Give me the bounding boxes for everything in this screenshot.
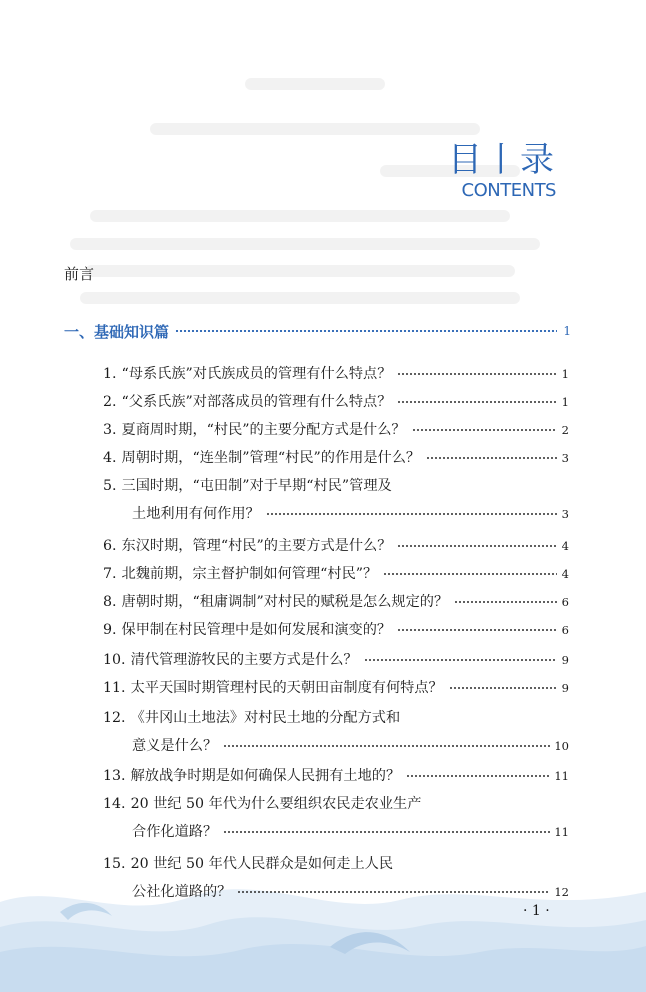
toc-entry[interactable] [103,674,569,702]
entry-title: “父系氏族”对部落成员的管理有什么特点？ [121,394,392,410]
entry-title-continued: 公社化道路的？ [132,884,232,900]
toc-heading: 目丨录 [448,140,556,180]
entry-number: 5. [103,478,117,494]
entry-page-number: 10 [554,739,569,753]
dot-leader [449,687,557,689]
entry-title: 北魏前期，宗主督护制如何管理“村民”？ [121,566,378,582]
entry-number: 7. [103,566,117,582]
dot-leader [223,745,550,747]
toc-entry-line [103,790,569,818]
entry-number: 15. [103,856,126,872]
dot-leader [397,373,557,375]
entry-title: 东汉时期，管理“村民”的主要方式是什么？ [121,538,392,554]
section-page-number: 1 [563,324,571,338]
toc-entry[interactable] [103,532,569,560]
entry-number: 8. [103,594,117,610]
entry-title: 20 世纪 50 年代为什么要组织农民走农业生产 [130,796,422,812]
dot-leader [397,401,557,403]
toc-entry-line [103,878,569,906]
page-folio: · 1 · [523,903,550,919]
entry-page-number: 4 [561,539,569,553]
entry-page-number: 12 [554,885,569,899]
toc-entry[interactable] [103,560,569,588]
entry-title: 《井冈山土地法》对村民土地的分配方式和 [130,710,401,726]
entry-page-number: 11 [554,825,569,839]
entry-number: 9. [103,622,117,638]
section-label: 一、基础知识篇 [64,322,170,341]
entry-page-number: 1 [561,395,569,409]
dot-leader [397,629,557,631]
toc-entry[interactable] [103,646,569,674]
toc-entry[interactable] [103,704,569,760]
entry-page-number: 1 [561,367,569,381]
toc-entry-line [103,588,569,616]
toc-entry[interactable] [103,472,569,528]
entry-title: “母系氏族”对氏族成员的管理有什么特点？ [121,366,392,382]
entry-number: 3. [103,422,117,438]
toc-entry[interactable] [103,444,569,472]
entry-page-number: 3 [561,451,569,465]
toc-subheading: CONTENTS [461,180,556,201]
toc-title [448,140,556,202]
entry-page-number: 6 [561,623,569,637]
section-heading[interactable] [64,319,571,343]
toc-entry-line [103,732,569,760]
preface-entry[interactable]: 前言 [64,265,95,283]
entry-number: 14. [103,796,126,812]
entry-page-number: 4 [561,567,569,581]
entry-number: 11. [103,680,126,696]
toc-entry[interactable] [103,850,569,906]
entry-title: 周朝时期，“连坐制”管理“村民”的作用是什么？ [121,450,421,466]
toc-entry-line [103,472,569,500]
dot-leader [426,457,557,459]
toc-entry-line [103,560,569,588]
entry-page-number: 6 [561,595,569,609]
dot-leader [364,659,557,661]
toc-entry-line [103,500,569,528]
entry-page-number: 9 [561,653,569,667]
toc-entry-line [103,532,569,560]
toc-entry-line [103,444,569,472]
dot-leader [266,513,557,515]
toc-entry-line [103,360,569,388]
toc-entry[interactable] [103,416,569,444]
toc-entry-line [103,762,569,790]
dot-leader [223,831,550,833]
dot-leader [454,601,557,603]
dot-leader [237,891,550,893]
toc-entry-line [103,416,569,444]
entry-title-continued: 合作化道路？ [132,824,218,840]
entry-title: 解放战争时期是如何确保人民拥有土地的？ [130,768,401,784]
entry-number: 1. [103,366,117,382]
entry-title-continued: 意义是什么？ [132,738,218,754]
entry-title: 夏商周时期，“村民”的主要分配方式是什么？ [121,422,406,438]
toc-entry[interactable] [103,616,569,644]
entry-number: 12. [103,710,126,726]
dot-leader [412,429,557,431]
toc-entry[interactable] [103,360,569,388]
entry-number: 4. [103,450,117,466]
toc-entry-line [103,850,569,878]
entry-number: 2. [103,394,117,410]
entry-number: 13. [103,768,126,784]
dot-leader [397,545,557,547]
toc-entry-line [103,646,569,674]
entry-number: 10. [103,652,126,668]
toc-entry-line [103,704,569,732]
entry-title: 唐朝时期，“租庸调制”对村民的赋税是怎么规定的？ [121,594,449,610]
entry-page-number: 9 [561,681,569,695]
entry-title: 清代管理游牧民的主要方式是什么？ [130,652,358,668]
toc-entry-line [103,674,569,702]
entry-title: 20 世纪 50 年代人民群众是如何走上人民 [130,856,394,872]
entry-number: 6. [103,538,117,554]
entry-title-continued: 土地利用有何作用？ [132,506,260,522]
toc-entry[interactable] [103,388,569,416]
entry-page-number: 2 [561,423,569,437]
dot-leader [175,330,557,332]
dot-leader [406,775,550,777]
toc-entry-line [103,818,569,846]
toc-entry-line [103,388,569,416]
toc-entry[interactable] [103,790,569,846]
entry-page-number: 11 [554,769,569,783]
entry-title: 三国时期，“屯田制”对于早期“村民”管理及 [121,478,392,494]
entry-page-number: 3 [561,507,569,521]
entry-title: 保甲制在村民管理中是如何发展和演变的？ [121,622,392,638]
toc-entry[interactable] [103,588,569,616]
toc-entry[interactable] [103,762,569,790]
dot-leader [383,573,557,575]
toc-entry-line [103,616,569,644]
entry-title: 太平天国时期管理村民的天朝田亩制度有何特点？ [130,680,443,696]
bleed-through-text [0,60,646,360]
